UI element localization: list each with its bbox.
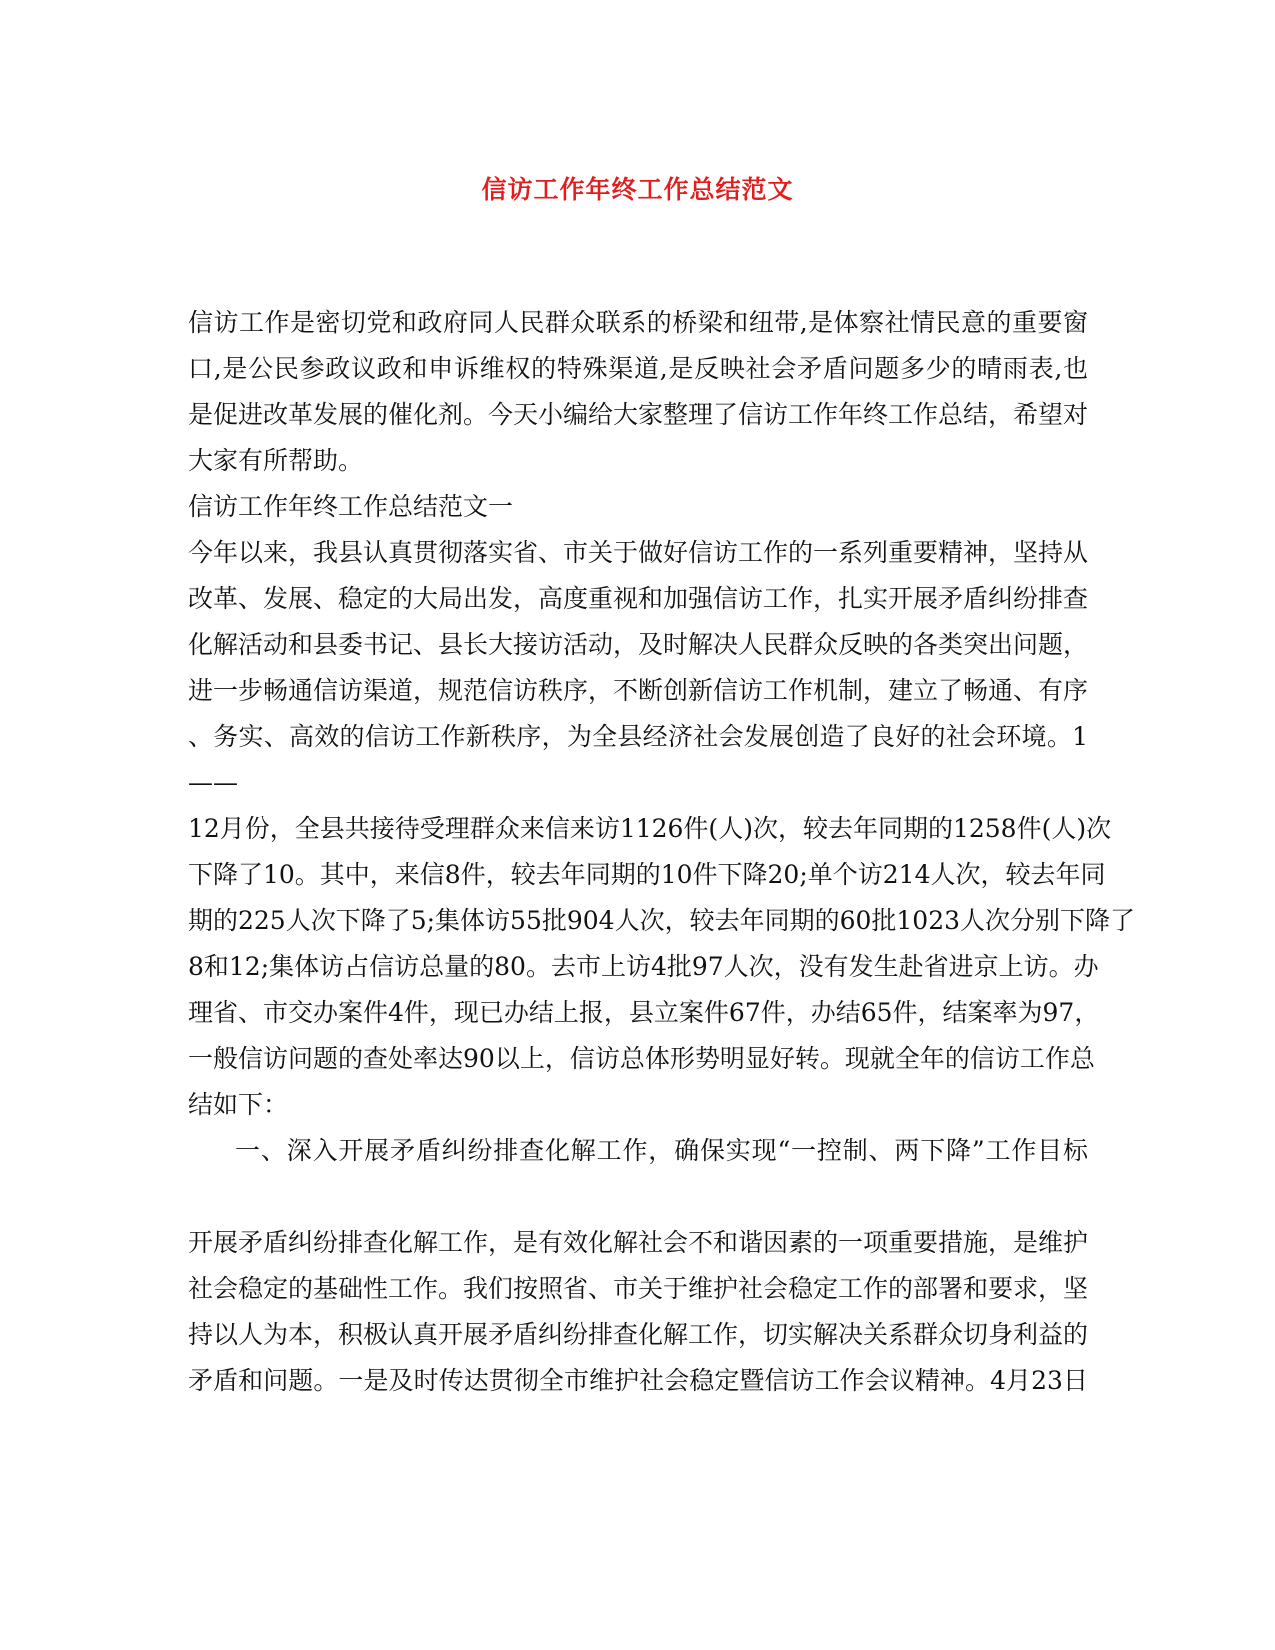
- document-title: 信访工作年终工作总结范文: [481, 175, 794, 204]
- body-line: 一般信访问题的查处率达90以上，信访总体形势明显好转。现就全年的信访工作总: [188, 1044, 1095, 1073]
- body-line: 期的225人次下降了5;集体访55批904人次，较去年同期的60批1023人次分别下降了: [188, 906, 1136, 935]
- body-line: 持以人为本，积极认真开展矛盾纠纷排查化解工作，切实解决关系群众切身利益的: [188, 1320, 1089, 1349]
- section-heading: 信访工作年终工作总结范文一: [188, 492, 514, 521]
- body-line: 大家有所帮助。: [188, 446, 364, 475]
- body-line: 社会稳定的基础性工作。我们按照省、市关于维护社会稳定工作的部署和要求，坚: [188, 1274, 1089, 1303]
- body-line: 8和12;集体访占信访总量的80。去市上访4批97人次，没有发生赴省进京上访。办: [188, 952, 1099, 981]
- body-line: 进一步畅通信访渠道，规范信访秩序，不断创新信访工作机制，建立了畅通、有序: [188, 676, 1089, 705]
- body-line: 改革、发展、稳定的大局出发，高度重视和加强信访工作，扎实开展矛盾纠纷排查: [188, 584, 1089, 613]
- body-line: 理省、市交办案件4件，现已办结上报，县立案件67件，办结65件，结案率为97，: [188, 998, 1100, 1027]
- body-line: 、务实、高效的信访工作新秩序，为全县经济社会发展创造了良好的社会环境。1: [188, 722, 1088, 751]
- body-line: 化解活动和县委书记、县长大接访活动，及时解决人民群众反映的各类突出问题，: [188, 630, 1089, 659]
- body-line: 结如下：: [188, 1090, 289, 1119]
- body-line: ——: [188, 768, 238, 797]
- body-line: 矛盾和问题。一是及时传达贯彻全市维护社会稳定暨信访工作会议精神。4月23日: [188, 1366, 1088, 1395]
- body-line: 信访工作是密切党和政府同人民群众联系的桥梁和纽带,是体察社情民意的重要窗: [188, 308, 1088, 337]
- body-line: 今年以来，我县认真贯彻落实省、市关于做好信访工作的一系列重要精神，坚持从: [188, 538, 1089, 567]
- body-line: 口,是公民参政议政和申诉维权的特殊渠道,是反映社会矛盾问题多少的晴雨表,也: [188, 354, 1088, 383]
- subsection-heading: 一、深入开展矛盾纠纷排查化解工作，确保实现“一控制、两下降”工作目标: [235, 1136, 1088, 1165]
- body-line: 下降了10。其中，来信8件，较去年同期的10件下降20;单个访214人次，较去年同: [188, 860, 1106, 889]
- body-line: 开展矛盾纠纷排查化解工作，是有效化解社会不和谐因素的一项重要措施，是维护: [188, 1228, 1089, 1257]
- body-line: 是促进改革发展的催化剂。今天小编给大家整理了信访工作年终工作总结，希望对: [188, 400, 1089, 429]
- body-line: 12月份，全县共接待受理群众来信来访1126件(人)次，较去年同期的1258件(人)次: [188, 814, 1112, 843]
